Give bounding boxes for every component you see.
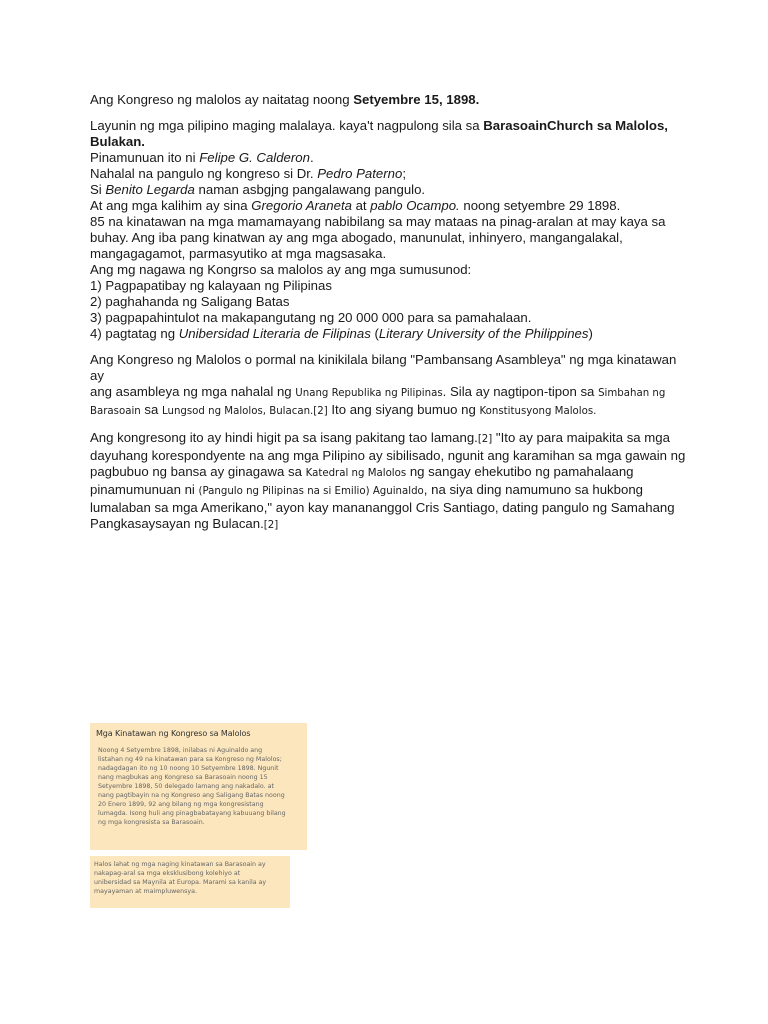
- text: ;: [402, 166, 406, 181]
- text: .: [309, 150, 314, 165]
- assembly-line-3: [90, 402, 690, 420]
- person-name: Felipe G. Calderon: [199, 150, 310, 165]
- critique-line-1: [90, 430, 690, 448]
- list-item: [90, 326, 690, 342]
- list-item: 2) paghahanda ng Saligang Batas: [90, 294, 290, 309]
- text: ang asambleya ng mga nahalal ng: [90, 384, 296, 399]
- box-line: listahan ng 49 na kinatawan para sa Kongreso ng Malolos;: [98, 756, 282, 763]
- text: ng sangay ehekutibo ng pamahalaang: [406, 464, 634, 479]
- link-malolos[interactable]: Lungsod ng Malolos, Bulacan.: [162, 406, 314, 417]
- box-line: Halos lahat ng mga naging kinatawan sa Barasoain ay: [94, 861, 266, 868]
- citation-ref[interactable]: [2]: [313, 406, 328, 417]
- link-republic[interactable]: Unang Republika ng Pilipinas: [295, 388, 443, 399]
- text: (: [370, 326, 379, 341]
- list-item: 3) pagpapahintulot na makapangutang ng 20 000 000 para sa pamahalaan.: [90, 310, 532, 325]
- critique-line-3: [90, 464, 690, 482]
- box-line: unibersidad sa Maynila at Europa. Marami sa kanila ay: [94, 879, 267, 886]
- founding-text: Ang Kongreso ng malolos ay naitatag noong: [90, 92, 354, 107]
- citation-ref[interactable]: [2]: [263, 520, 279, 531]
- document-body: [90, 92, 690, 544]
- text: Layunin ng mga pilipino maging malalaya. kaya't nagpulong sila sa: [90, 118, 484, 133]
- details-line-4: [90, 166, 690, 182]
- box-title: Mga Kinatawan ng Kongreso sa Malolos: [96, 729, 251, 738]
- box-line: lumagda. Isong huli ang pinagbabatayang kabuuang bilang: [98, 810, 286, 817]
- text: Ang kongresong ito ay hindi higit pa sa isang pakitang tao lamang.: [90, 430, 478, 445]
- details-line-9: mangagagamot, parmasyutiko at mga magsasaka.: [90, 246, 387, 261]
- person-name: Benito Legarda: [105, 182, 195, 197]
- list-item: 1) Pagpapatibay ng kalayaan ng Pilipinas: [90, 278, 332, 293]
- text: sa: [140, 402, 162, 417]
- details-line-2: [90, 134, 690, 150]
- person-name: pablo Ocampo.: [370, 198, 460, 213]
- critique-line-4: [90, 482, 690, 500]
- assembly-line-2: [90, 384, 690, 402]
- details-line-5: [90, 182, 690, 198]
- text: at: [351, 198, 371, 213]
- text: Si: [90, 182, 106, 197]
- paragraph-founding: [90, 92, 690, 108]
- critique-line-5: lumalaban sa mga Amerikano," ayon kay manananggol Cris Santiago, dating pangulo ng Samahang: [90, 500, 675, 515]
- critique-line-6: [90, 516, 690, 534]
- text: pagbubuo ng bansa ay ginagawa sa: [90, 464, 306, 479]
- text: At ang mga kalihim ay sina: [90, 198, 252, 213]
- text: naman asbgjng pangalawang pangulo.: [194, 182, 426, 197]
- details-line-3: [90, 150, 690, 166]
- box-line: ng mga kongresista sa Barasoain.: [98, 819, 205, 826]
- text: 4) pagtatag ng: [90, 326, 179, 341]
- text: noong setyembre 29 1898.: [459, 198, 621, 213]
- box-line: nang pagtibayin na ng Kongreso ang Saligang Batas noong: [98, 792, 285, 799]
- box-line: nang magbukas ang Kongreso sa Barasoain noong 15: [98, 774, 268, 781]
- link-constitution[interactable]: Konstitusyong Malolos.: [479, 406, 597, 417]
- person-name: Pedro Paterno: [317, 166, 403, 181]
- sidebar-box-delegates: [90, 723, 307, 850]
- link-barasoain[interactable]: Barasoain: [90, 406, 141, 417]
- text: pinamumunuan ni: [90, 482, 199, 497]
- details-line-10: Ang mg nagawa ng Kongrso sa malolos ay ang mga sumusunod:: [90, 262, 472, 277]
- text: "Ito ay para maipakita sa mga: [492, 430, 670, 445]
- paragraph-critique: [90, 430, 690, 534]
- details-line-1: [90, 118, 690, 134]
- box-body: [96, 746, 301, 827]
- text: Ito ang siyang bumuo ng: [327, 402, 480, 417]
- paragraph-details: [90, 118, 690, 342]
- box-line: nakapag-aral sa mga eksklusibong kolehiyo at: [94, 870, 241, 877]
- paragraph-assembly: [90, 352, 690, 420]
- details-line-7: 85 na kinatawan na mga mamamayang nabibilang sa may mataas na pinag-aralan at may kaya sa: [90, 214, 666, 229]
- sidebar-box-education: [90, 856, 290, 908]
- person-name: Gregorio Araneta: [251, 198, 352, 213]
- box-line: nadagdagan ito ng 10 noong 10 Setyembre 1898. Ngunit: [98, 765, 279, 772]
- link-church[interactable]: Simbahan ng: [598, 388, 666, 399]
- box-line: 20 Enero 1899, 92 ang bilang ng mga kongresistang: [98, 801, 264, 808]
- text: Pinamunuan ito ni: [90, 150, 200, 165]
- church-name: BarasoainChurch sa Malolos,: [483, 118, 668, 133]
- university-name: Unibersidad Literaria de Filipinas: [178, 326, 371, 341]
- citation-ref[interactable]: [2]: [477, 434, 493, 445]
- box-line: mayayaman at maimpluwensya.: [94, 888, 197, 895]
- text: . Sila ay nagtipon-tipon sa: [442, 384, 599, 399]
- text: Nahalal na pangulo ng kongreso si Dr.: [90, 166, 318, 181]
- box-line: Setyembre 1898, 50 delegado lamang ang nakadalo. at: [98, 783, 275, 790]
- details-line-8: buhay. Ang iba pang kinatwan ay ang mga abogado, manunulat, inhinyero, mangangalakal,: [90, 230, 623, 245]
- critique-line-2: dayuhang korespondyente na ang mga Pilipino ay sibilisado, ngunit ang karamihan sa mga gawain ng: [90, 448, 686, 463]
- assembly-line-1: Ang Kongreso ng Malolos o pormal na kinikilala bilang "Pambansang Asambleya" ng mga kinatawan ay: [90, 352, 677, 383]
- province-name: Bulakan.: [90, 134, 145, 149]
- university-english-name: Literary University of the Philippines: [378, 326, 589, 341]
- details-line-6: [90, 198, 690, 214]
- text: , na siya ding namumuno sa hukbong: [423, 482, 643, 497]
- link-aguinaldo[interactable]: (Pangulo ng Pilipinas na si Emilio) Aguinaldo: [198, 486, 424, 497]
- link-cathedral[interactable]: Katedral ng Malolos: [305, 468, 407, 479]
- founding-date: Setyembre 15, 1898.: [353, 92, 480, 107]
- text: ): [588, 326, 593, 341]
- text: Pangkasaysayan ng Bulacan.: [90, 516, 264, 531]
- box-line: Noong 4 Setyembre 1898, inilabas ni Aguinaldo ang: [98, 747, 263, 754]
